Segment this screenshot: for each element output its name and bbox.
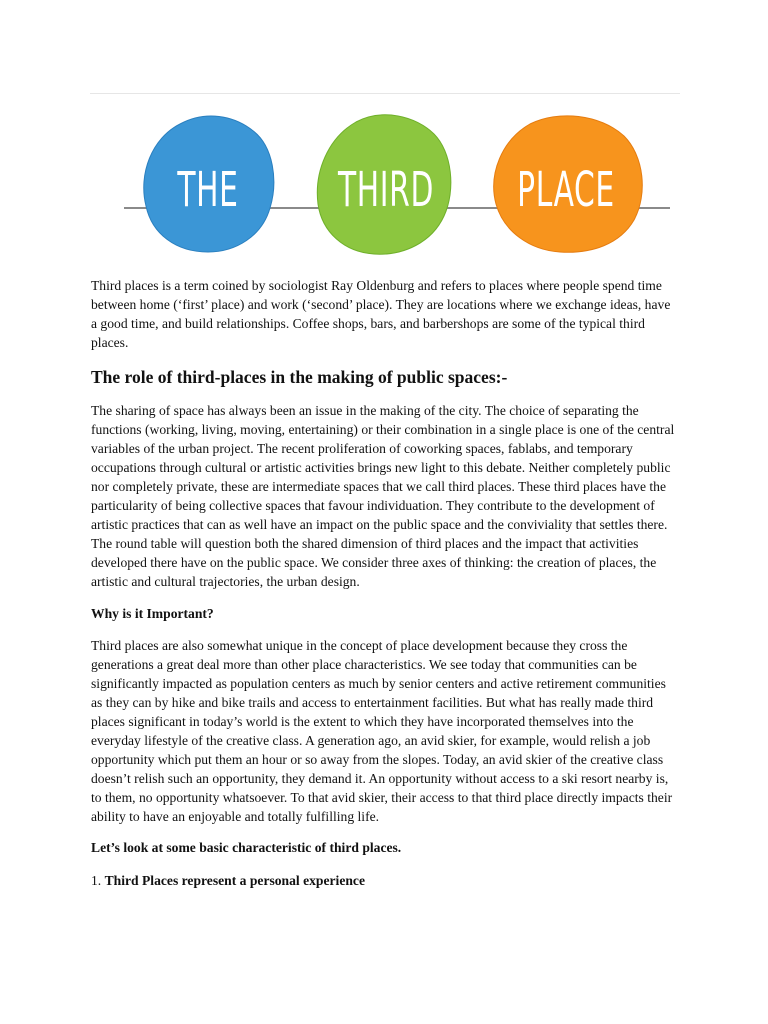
logo-word-place: PLACE xyxy=(517,162,615,219)
intro-paragraph: Third places is a term coined by sociologist Ray Oldenburg and refers to places where people spend time between home (‘first’ place) and work (‘second’ place). They are locations where we exchange ideas, have a good time, and build relationships. Coffee shops, bars, and barbershops are some of the typical third places. xyxy=(91,278,671,350)
item-number: 1. xyxy=(91,873,102,888)
why-paragraph: Third places are also somewhat unique in the concept of place development because they cross the generations a great deal more than other place characteristics. We see today that communities can be significantly impacted as population centers as much by senior centers and active retirement communities as they can by hike and bike trails and access to entertainment facilities. But what has really made third places significant in today’s world is the extent to which they have incorporated themselves into the everyday lifestyle of the creative class. A generation ago, an avid skier, for example, would relish a job opportunity which put them an hour or so away from the slopes. Today, an avid skier of the creative class doesn’t relish such an opportunity, they demand it. An opportunity without access to a ski resort nearby is, to them, no opportunity whatsoever. To that avid skier, their access to that third place directly impacts their ability to have an enjoyable and totally fulfilling life. xyxy=(91,638,673,824)
heading-role-of-third-places: The role of third-places in the making of public spaces:- xyxy=(91,367,508,387)
logo-word-the: THE xyxy=(177,162,239,219)
the-third-place-logo xyxy=(118,108,678,258)
characteristic-item-1 xyxy=(91,871,365,890)
heading-characteristics: Let’s look at some basic characteristic of third places. xyxy=(91,840,402,855)
top-divider xyxy=(90,93,680,94)
role-paragraph: The sharing of space has always been an issue in the making of the city. The choice of separating the functions (working, living, moving, entertaining) or their combination in a single place is one of the central variables of the urban project. The recent proliferation of coworking spaces, fablabs, and temporary occupations through cultural or artistic activities brings new light to this debate. Neither completely public nor completely private, these are intermediate spaces that we call third places. These third places have the particularity of being collective spaces that favour individuation. They contribute to the development of artistic practices that can as well have an impact on the public space and the conviviality that settles there. The round table will question both the shared dimension of third places and the impact that activities developed there have on the public space. We consider three axes of thinking: the creation of places, the artistic and cultural trajectories, the urban design. xyxy=(91,403,675,589)
heading-why-important: Why is it Important? xyxy=(91,606,214,621)
logo-word-third: THIRD xyxy=(337,162,435,219)
item-title: Third Places represent a personal experience xyxy=(104,873,365,888)
